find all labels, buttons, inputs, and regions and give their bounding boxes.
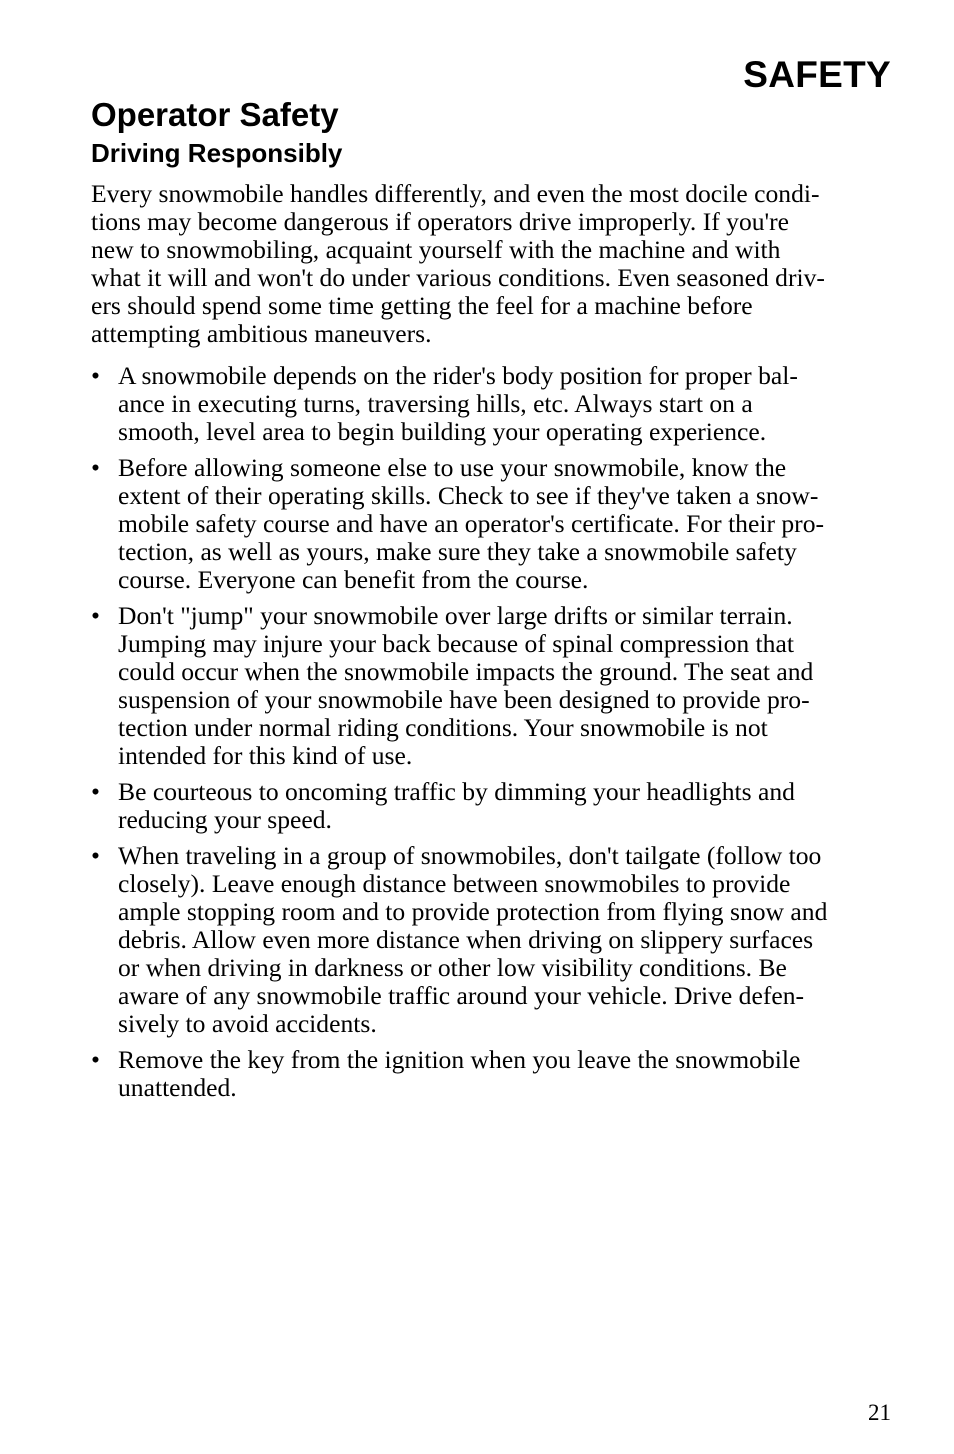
- intro-line: new to snowmobiling, acquaint yourself with the machine and with: [91, 235, 781, 264]
- bullet-line: tection under normal riding conditions. Your snowmobile is not: [118, 713, 768, 742]
- bullet-line: smooth, level area to begin building your operating experience.: [118, 417, 767, 446]
- bullet-line: Jumping may injure your back because of spinal compression that: [118, 629, 794, 658]
- bullet-marker: •: [91, 1045, 100, 1074]
- bullet-line: unattended.: [118, 1073, 237, 1102]
- bullet-line: closely). Leave enough distance between snowmobiles to provide: [118, 869, 791, 898]
- bullet-marker: •: [91, 841, 100, 870]
- bullet-marker: •: [91, 453, 100, 482]
- subsection-title: Driving Responsibly: [91, 138, 343, 168]
- bullet-text: [118, 453, 824, 594]
- bullet-line: course. Everyone can benefit from the course.: [118, 565, 589, 594]
- list-item: [91, 778, 891, 834]
- bullet-marker: •: [91, 601, 100, 630]
- section-title: Operator Safety: [91, 96, 339, 133]
- chapter-title: SAFETY: [743, 54, 891, 95]
- bullet-line: tection, as well as yours, make sure they take a snowmobile safety: [118, 537, 797, 566]
- bullet-text: [118, 361, 798, 446]
- list-item: [91, 602, 891, 770]
- list-item: [91, 454, 891, 594]
- bullet-line: reducing your speed.: [118, 805, 332, 834]
- bullet-text: [118, 841, 827, 1038]
- list-item: [91, 1046, 891, 1102]
- bullet-text: [118, 601, 813, 770]
- bullet-line: Remove the key from the ignition when you leave the snowmobile: [118, 1045, 801, 1074]
- intro-line: ers should spend some time getting the feel for a machine before: [91, 291, 753, 320]
- bullet-line: or when driving in darkness or other low visibility conditions. Be: [118, 953, 787, 982]
- intro-line: tions may become dangerous if operators drive improperly. If you're: [91, 207, 790, 236]
- intro-line: attempting ambitious maneuvers.: [91, 319, 432, 348]
- document-page: [91, 0, 891, 1454]
- bullet-text: [118, 777, 795, 834]
- bullet-line: ample stopping room and to provide protection from flying snow and: [118, 897, 828, 926]
- bullet-line: debris. Allow even more distance when driving on slippery surfaces: [118, 925, 814, 954]
- page-number: 21: [868, 1400, 891, 1425]
- bullet-line: extent of their operating skills. Check to see if they've taken a snow-: [118, 481, 819, 510]
- bullet-marker: •: [91, 361, 100, 390]
- bullet-line: aware of any snowmobile traffic around your vehicle. Drive defen-: [118, 981, 805, 1010]
- bullet-list: [91, 362, 891, 1102]
- bullet-marker: •: [91, 777, 100, 806]
- bullet-line: A snowmobile depends on the rider's body position for proper bal-: [118, 361, 798, 390]
- bullet-line: mobile safety course and have an operator's certificate. For their pro-: [118, 509, 825, 538]
- bullet-line: When traveling in a group of snowmobiles, don't tailgate (follow too: [118, 841, 822, 870]
- bullet-line: ance in executing turns, traversing hills, etc. Always start on a: [118, 389, 753, 418]
- intro-line: Every snowmobile handles differently, and even the most docile condi-: [91, 179, 820, 208]
- body-text: [91, 180, 891, 1110]
- bullet-line: Be courteous to oncoming traffic by dimming your headlights and: [118, 777, 795, 806]
- bullet-line: could occur when the snowmobile impacts the ground. The seat and: [118, 657, 814, 686]
- bullet-line: sively to avoid accidents.: [118, 1009, 377, 1038]
- bullet-line: Don't "jump" your snowmobile over large drifts or similar terrain.: [118, 601, 793, 630]
- bullet-line: suspension of your snowmobile have been designed to provide pro-: [118, 685, 810, 714]
- list-item: [91, 362, 891, 446]
- bullet-line: intended for this kind of use.: [118, 741, 413, 770]
- intro-paragraph: [91, 180, 891, 348]
- bullet-line: Before allowing someone else to use your snowmobile, know the: [118, 453, 787, 482]
- list-item: [91, 842, 891, 1038]
- bullet-text: [118, 1045, 800, 1102]
- intro-line: what it will and won't do under various conditions. Even seasoned driv-: [91, 263, 825, 292]
